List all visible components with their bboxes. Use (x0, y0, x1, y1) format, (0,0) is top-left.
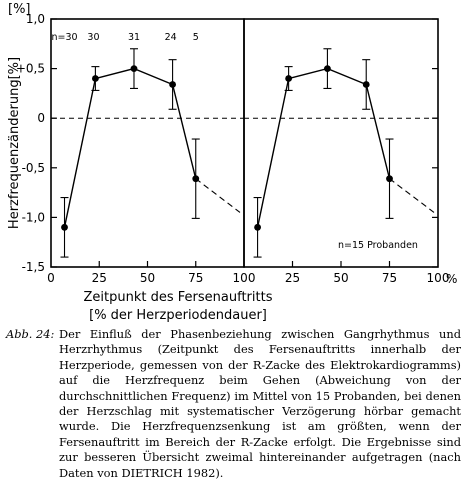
y-axis-label: Herzfrequenzänderung[%] (7, 56, 22, 230)
data-point (386, 175, 393, 182)
right-panel-frame (244, 19, 438, 267)
caption-text: Der Einfluß der Phasenbeziehung zwischen Gangrhythmus und Herzrhythmus (Zeitpunkt des Fersenauftritts innerhalb der Herzperiode, gemessen von der R-Zacke des Elektrokardiogramms) auf die Herzfrequenz beim Gehen (Abweichung von der durchschnittlichen Frequenz) im Mittel von 15 Probanden, bei denen der Herzschlag mit systematischer Verzögerung hörbar gemacht wurde. Die Herzfrequenzsenkung ist am größten, wenn der Fersenauftritt im Bereich der R-Zacke erfolgt. Die Ergebnisse sind zur besseren Übersicht zweimal hintereinander aufgetragen (nach Daten von DIETRICH 1982). (59, 327, 461, 480)
x-axis-label-line1: Zeitpunkt des Fersenauftritts (83, 290, 273, 305)
x-tick-label: 100 (426, 271, 450, 285)
data-point (363, 81, 370, 88)
data-point (324, 65, 331, 72)
n-label: n=30 (51, 32, 78, 43)
y-unit-label: [%] (8, 2, 31, 17)
data-point (169, 81, 176, 88)
x-tick-label: 75 (381, 271, 398, 285)
data-point (285, 75, 292, 82)
y-tick-label: 1,0 (25, 12, 45, 26)
data-point (131, 65, 138, 72)
y-tick-label: +0,5 (15, 61, 45, 76)
y-tick-label: -1,0 (21, 210, 45, 225)
series-line (258, 69, 390, 228)
n-label: 24 (164, 32, 177, 43)
x-tick-label: 50 (333, 271, 349, 285)
series-extension-dashed (196, 179, 240, 213)
x-tick-label: 100 (232, 271, 256, 285)
series-extension-dashed (390, 179, 435, 213)
x-tick-label: 25 (284, 271, 301, 285)
data-point (61, 224, 68, 231)
data-point (192, 175, 199, 182)
n-label: 5 (192, 32, 199, 43)
panel-annotation: n=15 Probanden (338, 240, 418, 251)
n-label: 31 (127, 32, 141, 43)
x-tick-label: 75 (188, 271, 204, 285)
y-tick-label: 0 (37, 111, 45, 126)
x-unit-label: % (446, 272, 458, 286)
left-panel-frame (51, 19, 244, 267)
caption-label: Abb. 24: (6, 327, 55, 341)
y-tick-label: -0,5 (21, 160, 45, 175)
series-line (65, 69, 196, 228)
data-point (92, 75, 99, 82)
x-axis-label-line2: [% der Herzperiodendauer] (89, 308, 267, 323)
data-point (254, 224, 261, 231)
y-tick-label: -1,5 (21, 260, 45, 274)
x-tick-label: 25 (91, 271, 107, 285)
x-tick-label: 50 (139, 271, 156, 285)
x-tick-label: 0 (47, 271, 55, 285)
n-label: 30 (87, 32, 100, 43)
